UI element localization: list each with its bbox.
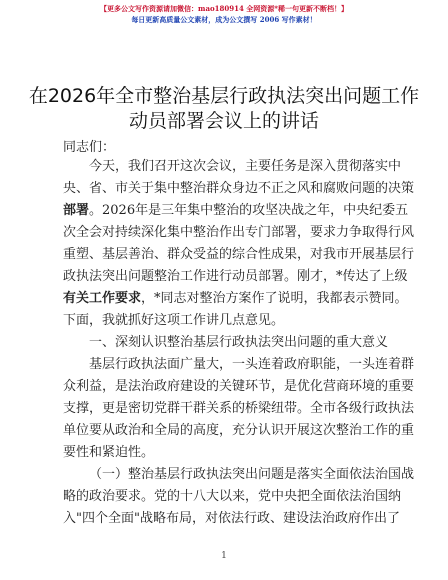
text-line: 政执法突出问题整治工作进行动员部署。刚才，*传达了上级	[63, 269, 408, 284]
text-line: 央、省、市关于集中整治群众身边不正之风和腐败问题的决策	[63, 181, 415, 196]
promo-banner-line-1: 【更多公文写作资源请加微信：mao180914 全网资源*稀一句更新不断档！】	[100, 4, 348, 13]
text-line: 入"四个全面"战略布局，对依法行政、建设法治政府作出了	[63, 511, 400, 526]
section-heading-1	[63, 332, 389, 354]
text-span: ，*同志对整治方案作了说明，我都表示赞同。	[141, 291, 408, 306]
paragraph-3	[63, 464, 415, 530]
text-line: 重塑、基层善治、群众受益的综合性成果，对我市开展基层行	[63, 247, 415, 262]
bold-text: 有关工作要求	[63, 291, 142, 306]
text-line: 基层行政执法面广量大，一头连着政府职能，一头连着群	[89, 357, 415, 372]
text-line: 下面，我就抓好这项工作讲几点意见。	[63, 313, 285, 328]
text-line: 次全会对持续深化集中整治作出专门部署，要求力争取得行风	[63, 225, 415, 240]
heading-line: 一、深刻认识整治基层行政执法突出问题的重大意义	[89, 335, 389, 350]
text-line: 支撑，更是密切党群干群关系的桥梁纽带。全市各级行政执法	[63, 401, 415, 416]
bold-text: 部署	[63, 203, 90, 218]
text-line: 要性和紧迫性。	[63, 445, 155, 460]
paragraph-2	[63, 354, 415, 464]
page-number: 1	[221, 551, 227, 561]
text-line: 单位要从政治和全局的高度，充分认识开展这次整治工作的重	[63, 423, 415, 438]
title-line-2: 动员部署会议上的讲话	[128, 110, 319, 132]
title-line-1: 在2026年全市整治基层行政执法突出问题工作	[28, 85, 420, 107]
text-line	[63, 288, 408, 310]
text-line	[63, 200, 409, 222]
text-line: 今天，我们召开这次会议，主要任务是深入贯彻落实中	[89, 159, 402, 174]
salutation: 同志们：	[63, 140, 116, 155]
text-span: 。2026年是三年集中整治的攻坚决战之年，中央纪委五	[89, 203, 409, 218]
text-line: 众利益，是法治政府建设的关键环节，是优化营商环境的重要	[63, 379, 415, 394]
promo-banner-line-2: 每日更新高质量公文素材，成为公文撰写 2006 写作素材！	[131, 15, 317, 24]
paragraph-1	[63, 156, 415, 332]
document-title	[20, 84, 428, 134]
text-line: （一）整治基层行政执法突出问题是落实全面依法治国战	[89, 467, 415, 482]
text-line: 略的政治要求。党的十八大以来，党中央把全面依法治国纳	[63, 489, 402, 504]
